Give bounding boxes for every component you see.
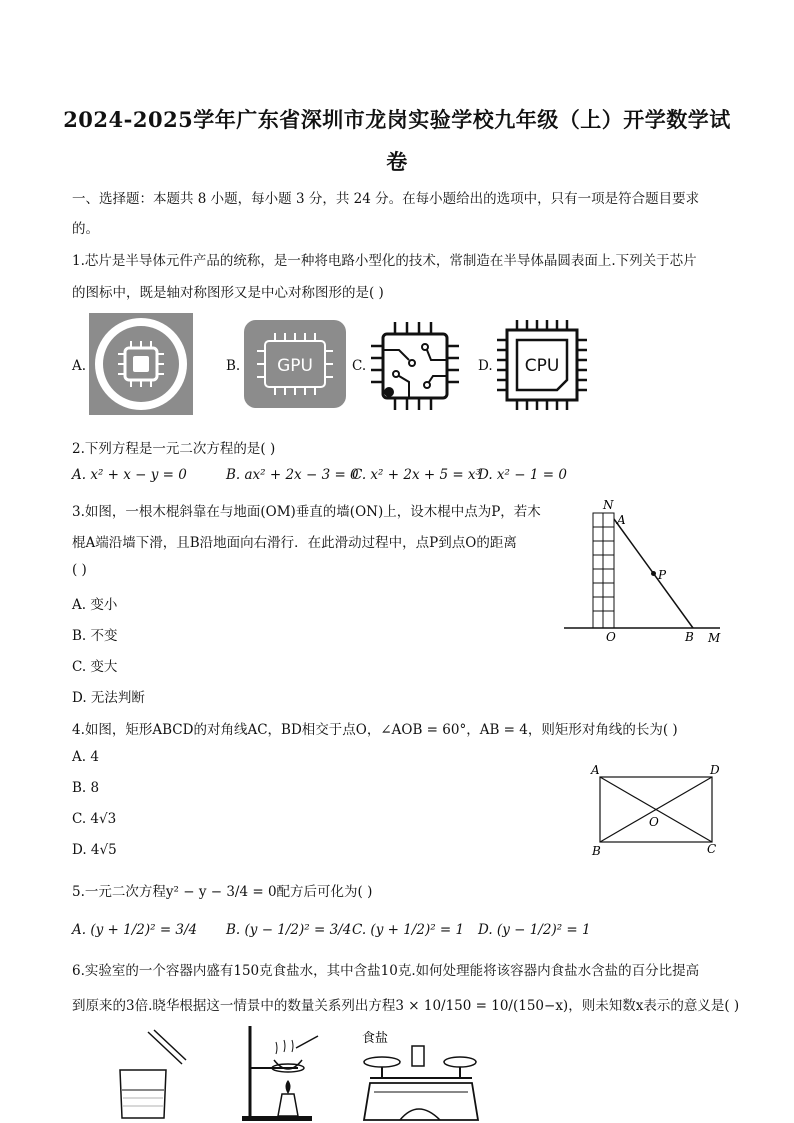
q1-stem-line2: 的图标中，既是轴对称图形又是中心对称图形的是( ) — [72, 285, 384, 301]
evaporation-stand-illustration — [238, 1018, 328, 1123]
q4-label-o: O — [649, 815, 659, 829]
q5-option-a: A. (y + 1/2)² = 3/4 — [72, 922, 198, 938]
q2-option-a: A. x² + x − y = 0 — [72, 467, 187, 483]
q3-stem-line2: 棍A端沿墙下滑，且B沿地面向右滑行．在此滑动过程中，点P到点O的距离 — [72, 535, 517, 551]
q3-label-m: M — [708, 631, 721, 645]
q4-label-c: C — [707, 842, 717, 856]
q3-stem-line1: 3.如图，一根木棍斜靠在与地面(OM)垂直的墙(ON)上，设木棍中点为P，若木 — [72, 504, 541, 520]
q5-option-b: B. (y − 1/2)² = 3/4 — [226, 922, 352, 938]
q4-label-d: D — [710, 763, 720, 777]
salt-label: 食盐 — [362, 1031, 389, 1046]
q4-option-d: D. 4√5 — [72, 842, 117, 858]
q1-circuit-icon-c — [369, 320, 461, 412]
q4-figure-rectangle — [586, 760, 726, 860]
q6-stem-line1: 6.实验室的一个容器内盛有150克食盐水，其中含盐10克.如何处理能将该容器内食盐水含盐的百分比提高 — [72, 963, 700, 979]
section-heading: 一、选择题：本题共 8 小题，每小题 3 分，共 24 分。在每小题给出的选项中，只有一项是符合题目要求 — [72, 191, 700, 207]
q3-stem-line3: ( ) — [72, 562, 87, 578]
q5-stem: 5.一元二次方程y² − y − 3/4 = 0配方后可化为( ) — [72, 884, 373, 900]
beaker-pouring-illustration — [108, 1028, 188, 1123]
q1-option-c-label: C. — [352, 358, 367, 374]
q3-figure-ladder — [560, 495, 730, 645]
balance-scale-illustration — [360, 1028, 480, 1123]
q4-label-a: A — [591, 763, 600, 777]
cpu-text: CPU — [524, 356, 560, 376]
q1-chip-icon-a — [89, 313, 193, 415]
q4-option-a: A. 4 — [72, 749, 99, 765]
q4-label-b: B — [592, 844, 601, 858]
q1-option-b-label: B. — [226, 358, 241, 374]
section-heading-cont: 的。 — [72, 221, 99, 237]
q3-option-c: C. 变大 — [72, 659, 118, 675]
page-title-line1: 2024-2025学年广东省深圳市龙岗实验学校九年级（上）开学数学试 — [63, 107, 731, 132]
gpu-text: GPU — [277, 356, 313, 376]
page-title-line2: 卷 — [386, 149, 408, 174]
q1-gpu-icon-b — [243, 319, 347, 409]
q2-option-c: C. x² + 2x + 5 = x³ — [352, 467, 481, 483]
q4-stem: 4.如图，矩形ABCD的对角线AC，BD相交于点O，∠AOB = 60°，AB = 4，则矩形对角线的长为( ) — [72, 722, 678, 738]
q1-option-a-label: A. — [72, 358, 87, 374]
q1-stem-line1: 1.芯片是半导体元件产品的统称，是一种将电路小型化的技术，常制造在半导体晶圆表面上.下列关于芯片 — [72, 253, 697, 269]
q3-option-d: D. 无法判断 — [72, 690, 145, 706]
q5-option-c: C. (y + 1/2)² = 1 — [352, 922, 465, 938]
q2-option-d: D. x² − 1 = 0 — [478, 467, 567, 483]
q1-cpu-icon-d — [495, 318, 589, 412]
q1-option-d-label: D. — [478, 358, 493, 374]
q2-option-b: B. ax² + 2x − 3 = 0 — [226, 467, 359, 483]
q3-option-a: A. 变小 — [72, 597, 118, 613]
q6-stem-line2: 到原来的3倍.晓华根据这一情景中的数量关系列出方程3 × 10/150 = 10/(150−x)，则未知数x表示的意义是( ) — [72, 998, 740, 1014]
q3-label-p: P — [658, 568, 667, 582]
q5-option-d: D. (y − 1/2)² = 1 — [478, 922, 591, 938]
q3-label-n: N — [603, 498, 614, 512]
q3-option-b: B. 不变 — [72, 628, 118, 644]
q4-option-c: C. 4√3 — [72, 811, 117, 827]
q2-stem: 2.下列方程是一元二次方程的是( ) — [72, 441, 276, 457]
q3-label-b: B — [685, 630, 694, 644]
q3-label-o: O — [606, 630, 616, 644]
q4-option-b: B. 8 — [72, 780, 100, 796]
q3-label-a: A — [617, 513, 626, 527]
